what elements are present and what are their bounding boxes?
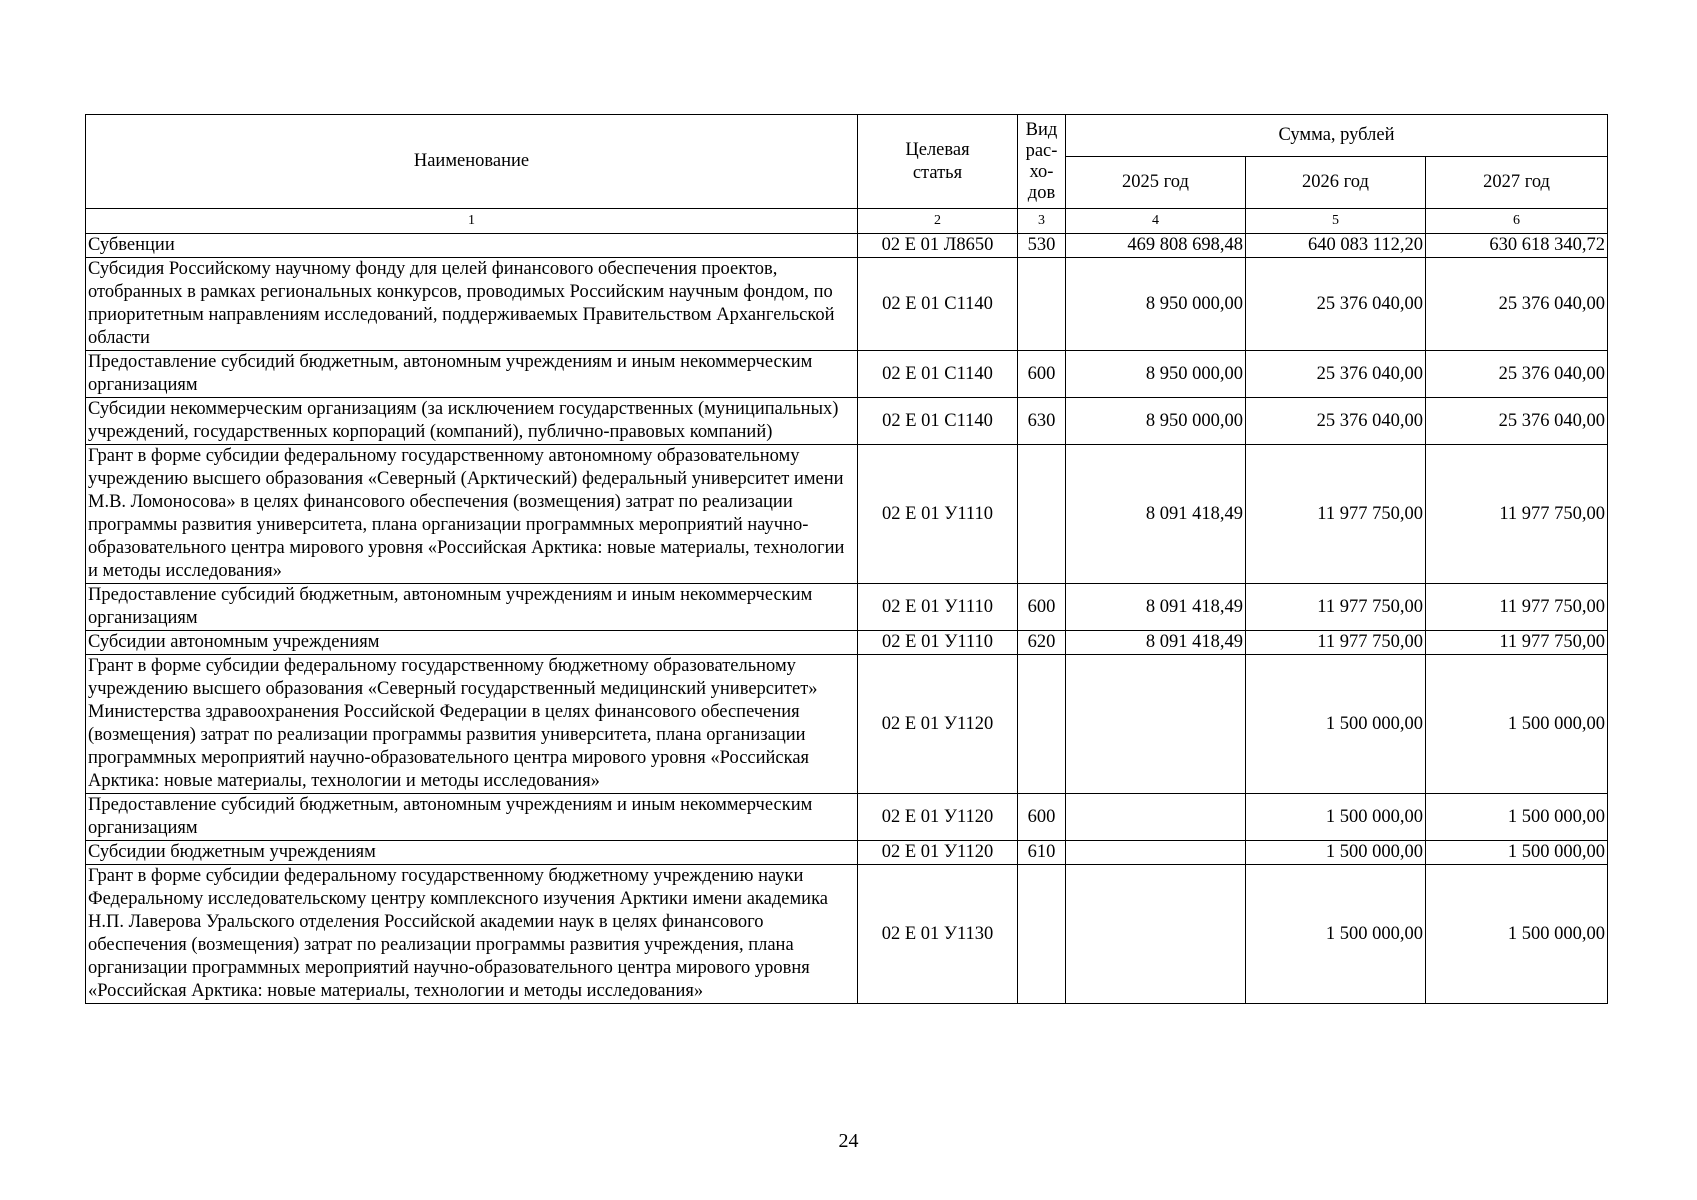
table-row — [86, 655, 1608, 794]
table-body — [86, 234, 1608, 1004]
row-code-cell: 02 Е 01 У1110 — [858, 445, 1018, 584]
row-amount-2026-cell: 1 500 000,00 — [1246, 655, 1426, 794]
row-vid-cell: 530 — [1018, 234, 1066, 258]
row-code-cell: 02 Е 01 У1110 — [858, 631, 1018, 655]
page-number: 24 — [838, 1130, 859, 1152]
row-amount-2026-cell: 25 376 040,00 — [1246, 398, 1426, 445]
row-amount-2027-cell: 11 977 750,00 — [1426, 584, 1608, 631]
row-vid-cell: 630 — [1018, 398, 1066, 445]
header-year-2025: 2025 год — [1066, 157, 1246, 209]
row-amount-2027-cell: 1 500 000,00 — [1426, 794, 1608, 841]
table-row — [86, 258, 1608, 351]
row-name-cell: Предоставление субсидий бюджетным, автономным учреждениям и иным некоммерческим организациям — [86, 584, 858, 631]
row-amount-2025-cell: 8 091 418,49 — [1066, 631, 1246, 655]
row-amount-2026-cell: 640 083 112,20 — [1246, 234, 1426, 258]
column-number: 2 — [858, 209, 1018, 234]
table-row — [86, 445, 1608, 584]
row-name-cell: Предоставление субсидий бюджетным, автономным учреждениям и иным некоммерческим организациям — [86, 351, 858, 398]
row-amount-2027-cell: 25 376 040,00 — [1426, 258, 1608, 351]
column-number: 3 — [1018, 209, 1066, 234]
row-amount-2025-cell: 8 091 418,49 — [1066, 584, 1246, 631]
row-code-cell: 02 Е 01 У1110 — [858, 584, 1018, 631]
header-sum-group: Сумма, рублей — [1066, 115, 1608, 157]
row-code-cell: 02 Е 01 У1120 — [858, 841, 1018, 865]
row-name-cell: Субсидии автономным учреждениям — [86, 631, 858, 655]
row-vid-cell: 620 — [1018, 631, 1066, 655]
table-row — [86, 631, 1608, 655]
row-amount-2025-cell: 469 808 698,48 — [1066, 234, 1246, 258]
table-row — [86, 351, 1608, 398]
row-code-cell: 02 Е 01 У1130 — [858, 865, 1018, 1004]
column-number: 5 — [1246, 209, 1426, 234]
row-amount-2025-cell — [1066, 794, 1246, 841]
header-vid: Вид рас-хо-дов — [1018, 115, 1066, 209]
row-amount-2027-cell: 25 376 040,00 — [1426, 351, 1608, 398]
row-amount-2027-cell: 11 977 750,00 — [1426, 631, 1608, 655]
row-amount-2025-cell: 8 091 418,49 — [1066, 445, 1246, 584]
row-amount-2025-cell: 8 950 000,00 — [1066, 398, 1246, 445]
row-name-cell: Субсидия Российскому научному фонду для целей финансового обеспечения проектов, отобранных в рамках региональных конкурсов, проводимых Российским научным фондом, по приоритетным направлениям исследований, поддерживаемых Правительством Архангельской области — [86, 258, 858, 351]
row-amount-2025-cell — [1066, 865, 1246, 1004]
table-row — [86, 794, 1608, 841]
row-code-cell: 02 Е 01 С1140 — [858, 398, 1018, 445]
row-amount-2026-cell: 25 376 040,00 — [1246, 351, 1426, 398]
row-amount-2026-cell: 25 376 040,00 — [1246, 258, 1426, 351]
row-amount-2025-cell — [1066, 655, 1246, 794]
row-vid-cell: 600 — [1018, 351, 1066, 398]
row-code-cell: 02 Е 01 С1140 — [858, 258, 1018, 351]
row-vid-cell — [1018, 258, 1066, 351]
row-code-cell: 02 Е 01 У1120 — [858, 655, 1018, 794]
row-name-cell: Грант в форме субсидии федеральному государственному бюджетному учреждению науки Федеральному исследовательскому центру комплексного изучения Арктики имени академика Н.П. Лаверова Уральского отделения Российской академии наук в целях финансового обеспечения (возмещения) затрат по реализации программы развития учреждения, плана организации программных мероприятий научно-образовательного центра мирового уровня «Российская Арктика: новые материалы, технологии и методы исследования» — [86, 865, 858, 1004]
row-code-cell: 02 Е 01 У1120 — [858, 794, 1018, 841]
row-amount-2025-cell: 8 950 000,00 — [1066, 351, 1246, 398]
row-name-cell: Грант в форме субсидии федеральному государственному автономному образовательному учреждению высшего образования «Северный (Арктический) федеральный университет имени М.В. Ломоносова» в целях финансового обеспечения (возмещения) затрат по реализации программы развития университета, плана организации программных мероприятий научно-образовательного центра мирового уровня «Российская Арктика: новые материалы, технологии и методы исследования» — [86, 445, 858, 584]
row-vid-cell — [1018, 865, 1066, 1004]
row-name-cell: Грант в форме субсидии федеральному государственному бюджетному образовательному учреждению высшего образования «Северный государственный медицинский университет» Министерства здравоохранения Российской Федерации в целях финансового обеспечения (возмещения) затрат по реализации программы развития университета, плана организации программных мероприятий научно-образовательного центра мирового уровня «Российская Арктика: новые материалы, технологии и методы исследования» — [86, 655, 858, 794]
row-amount-2026-cell: 11 977 750,00 — [1246, 631, 1426, 655]
table-row — [86, 865, 1608, 1004]
header-name: Наименование — [86, 115, 858, 209]
row-vid-cell: 610 — [1018, 841, 1066, 865]
row-vid-cell: 600 — [1018, 584, 1066, 631]
row-amount-2027-cell: 1 500 000,00 — [1426, 841, 1608, 865]
row-amount-2026-cell: 1 500 000,00 — [1246, 841, 1426, 865]
row-code-cell: 02 Е 01 Л8650 — [858, 234, 1018, 258]
table-row — [86, 584, 1608, 631]
row-amount-2026-cell: 11 977 750,00 — [1246, 445, 1426, 584]
row-amount-2025-cell: 8 950 000,00 — [1066, 258, 1246, 351]
table-row — [86, 234, 1608, 258]
row-code-cell: 02 Е 01 С1140 — [858, 351, 1018, 398]
row-amount-2027-cell: 630 618 340,72 — [1426, 234, 1608, 258]
row-amount-2025-cell — [1066, 841, 1246, 865]
row-vid-cell: 600 — [1018, 794, 1066, 841]
row-name-cell: Субвенции — [86, 234, 858, 258]
row-vid-cell — [1018, 655, 1066, 794]
budget-table — [85, 114, 1608, 1004]
row-name-cell: Субсидии некоммерческим организациям (за исключением государственных (муниципальных) учреждений, государственных корпораций (компаний), публично-правовых компаний) — [86, 398, 858, 445]
header-year-2027: 2027 год — [1426, 157, 1608, 209]
table-header — [86, 115, 1608, 234]
row-amount-2027-cell: 1 500 000,00 — [1426, 865, 1608, 1004]
column-numbers-row — [86, 209, 1608, 234]
row-amount-2027-cell: 11 977 750,00 — [1426, 445, 1608, 584]
row-amount-2027-cell: 25 376 040,00 — [1426, 398, 1608, 445]
row-name-cell: Предоставление субсидий бюджетным, автономным учреждениям и иным некоммерческим организациям — [86, 794, 858, 841]
header-year-2026: 2026 год — [1246, 157, 1426, 209]
header-code: Целевая статья — [858, 115, 1018, 209]
column-number: 4 — [1066, 209, 1246, 234]
row-amount-2026-cell: 1 500 000,00 — [1246, 865, 1426, 1004]
column-number: 6 — [1426, 209, 1608, 234]
table-row — [86, 841, 1608, 865]
table-row — [86, 398, 1608, 445]
row-amount-2027-cell: 1 500 000,00 — [1426, 655, 1608, 794]
row-name-cell: Субсидии бюджетным учреждениям — [86, 841, 858, 865]
column-number: 1 — [86, 209, 858, 234]
row-vid-cell — [1018, 445, 1066, 584]
row-amount-2026-cell: 1 500 000,00 — [1246, 794, 1426, 841]
row-amount-2026-cell: 11 977 750,00 — [1246, 584, 1426, 631]
